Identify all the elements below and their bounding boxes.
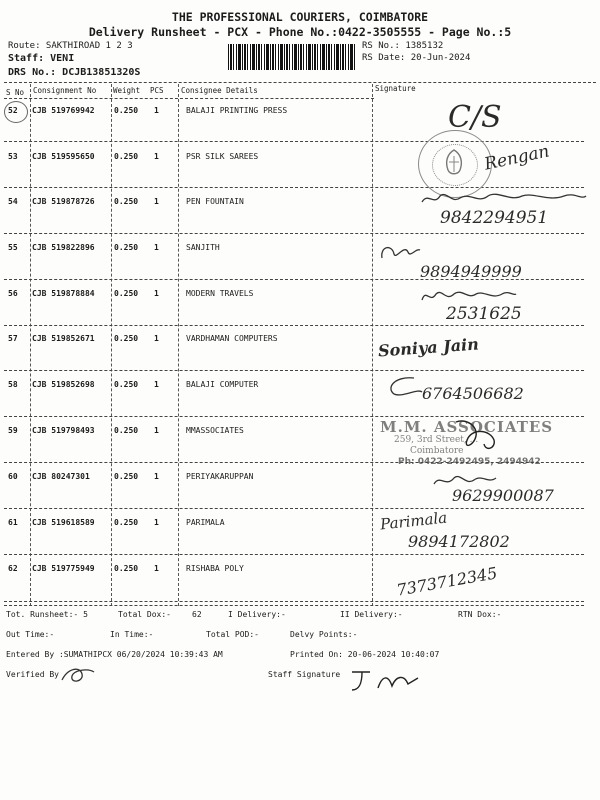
row-pcs: 1 [154,564,159,573]
row-sno: 62 [8,564,18,573]
row-pcs: 1 [154,289,159,298]
row-weight: 0.250 [114,518,139,527]
drs-label: DRS No.: DCJB13851320S [8,67,141,78]
col-pcs: PCS [150,86,164,95]
row-weight: 0.250 [114,106,139,115]
row-consignee: SANJITH [186,243,220,252]
row-pcs: 1 [154,518,159,527]
row-rule [4,233,584,234]
row-rule [4,187,584,188]
row-consignee: VARDHAMAN COMPUTERS [186,334,278,343]
row-sno: 53 [8,152,18,161]
row-sno: 55 [8,243,18,252]
row-consignment: CJB 519618589 [32,518,95,527]
row-consignee: BALAJI PRINTING PRESS [186,106,288,115]
entered-by: Entered By :SUMATHIPCX 06/20/2024 10:39:43 AM [6,650,223,659]
row-consignment: CJB 519852698 [32,380,95,389]
row-sno: 60 [8,472,18,481]
phone-r55: 9894949999 [420,262,522,281]
row-weight: 0.250 [114,426,139,435]
signature-r52: C/S [448,100,502,135]
row-weight: 0.250 [114,152,139,161]
row-sno: 56 [8,289,18,298]
verified-by-signature [58,664,98,686]
row-sno: 59 [8,426,18,435]
signature-r55-mark [378,240,422,264]
phone-r56: 2531625 [446,304,522,324]
phone-r61: 9894172802 [408,532,510,551]
rs-date: RS Date: 20-Jun-2024 [362,53,471,63]
rtn-dox: RTN Dox:- [458,610,502,619]
row-consignee: MODERN TRAVELS [186,289,254,298]
row-pcs: 1 [154,426,159,435]
row-weight: 0.250 [114,243,139,252]
phone-r54: 9842294951 [440,208,549,228]
rs-no: RS No.: 1385132 [362,41,444,51]
row-weight: 0.250 [114,289,139,298]
stamp-phone: Ph: 0422-2492495, 2494942 [398,457,541,467]
table-bottom-rule [4,605,584,606]
row-consignment: CJB 519852671 [32,334,95,343]
row-sno: 54 [8,197,18,206]
row-rule [4,508,584,509]
route-label: Route: SAKTHIROAD 1 2 3 [8,41,133,51]
row-consignment: CJB 519822896 [32,243,95,252]
row-weight: 0.250 [114,472,139,481]
row-pcs: 1 [154,106,159,115]
barcode [228,44,356,70]
col-consignment: Consignment No [33,86,97,95]
stamp-company-name: M.M. ASSOCIATES [380,418,554,436]
in-time: In Time:- [110,630,154,639]
col-signature: Signature [375,84,416,93]
phone-r58: 6764506682 [422,384,524,403]
company-title: THE PROFESSIONAL COURIERS, COIMBATORE [171,10,429,24]
header-top-rule [4,82,596,83]
row-pcs: 1 [154,243,159,252]
row-rule [4,554,584,555]
row-consignment: CJB 519798493 [32,426,95,435]
col-weight: Weight [113,86,141,95]
row-pcs: 1 [154,380,159,389]
signature-r57: Soniya Jain [377,334,480,361]
total-dox-label: Total Dox:- [118,610,171,619]
row-consignment: CJB 519775949 [32,564,95,573]
verified-by: Verified By [6,670,59,679]
i-delivery: I Delivery:- [228,610,286,619]
signature-r58-mark [384,374,424,398]
phone-r60: 9629900087 [452,486,554,505]
row-rule [4,141,584,142]
row-rule [4,601,584,602]
row-consignment: CJB 80247301 [32,472,90,481]
signature-r61: Parimala [379,508,449,534]
delvy-points: Delvy Points:- [290,630,358,639]
staff-label: Staff: VENI [8,53,75,64]
row-pcs: 1 [154,152,159,161]
row-consignee: PARIMALA [186,518,225,527]
row-consignment: CJB 519878884 [32,289,95,298]
total-dox-value: 62 [192,610,202,619]
stamp-address: 259, 3rd Street, ... [394,435,479,445]
row-sno: 58 [8,380,18,389]
total-pod: Total POD:- [206,630,259,639]
signature-r54-scribble [418,190,588,208]
table-row [6,518,576,530]
row-consignment: CJB 519595650 [32,152,95,161]
stamp-city: Coimbatore [410,446,464,456]
phone-r62: 7373712345 [395,563,499,600]
stamp-emblem-icon [438,148,470,180]
tot-runsheet: Tot. Runsheet:- 5 [6,610,88,619]
row-sno: 61 [8,518,18,527]
row-weight: 0.250 [114,564,139,573]
row-rule [4,325,584,326]
row-rule [4,370,584,371]
ii-delivery: II Delivery:- [340,610,403,619]
row-consignee: PERIYAKARUPPAN [186,472,254,481]
row-consignee: RISHABA POLY [186,564,244,573]
row-consignee: PSR SILK SAREES [186,152,259,161]
staff-signature-mark [348,666,428,694]
printed-on: Printed On: 20-06-2024 10:40:07 [290,650,440,659]
header-bottom-rule [4,98,374,99]
row-pcs: 1 [154,197,159,206]
runsheet-subtitle: Delivery Runsheet - PCX - Phone No.:0422-3505555 - Page No.:5 [88,25,512,39]
row-weight: 0.250 [114,197,139,206]
signature-r53: Rengan [482,141,552,175]
table-row [6,243,576,255]
out-time: Out Time:- [6,630,55,639]
row-consignee: MMASSOCIATES [186,426,244,435]
row-pcs: 1 [154,334,159,343]
col-consignee: Consignee Details [181,86,258,95]
row-consignment: CJB 519878726 [32,197,95,206]
row-consignment: CJB 519769942 [32,106,95,115]
row-weight: 0.250 [114,380,139,389]
row-pcs: 1 [154,472,159,481]
table-row [6,334,576,346]
signature-r56-scribble [418,286,518,306]
row-sno: 52 [8,106,18,115]
row-consignee: PEN FOUNTAIN [186,197,244,206]
row-weight: 0.250 [114,334,139,343]
signature-r59-mark [450,416,500,456]
row-sno: 57 [8,334,18,343]
staff-signature-label: Staff Signature [268,670,341,679]
row-consignee: BALAJI COMPUTER [186,380,259,389]
col-sno: S No [6,88,25,97]
row-circle-mark [4,101,28,123]
